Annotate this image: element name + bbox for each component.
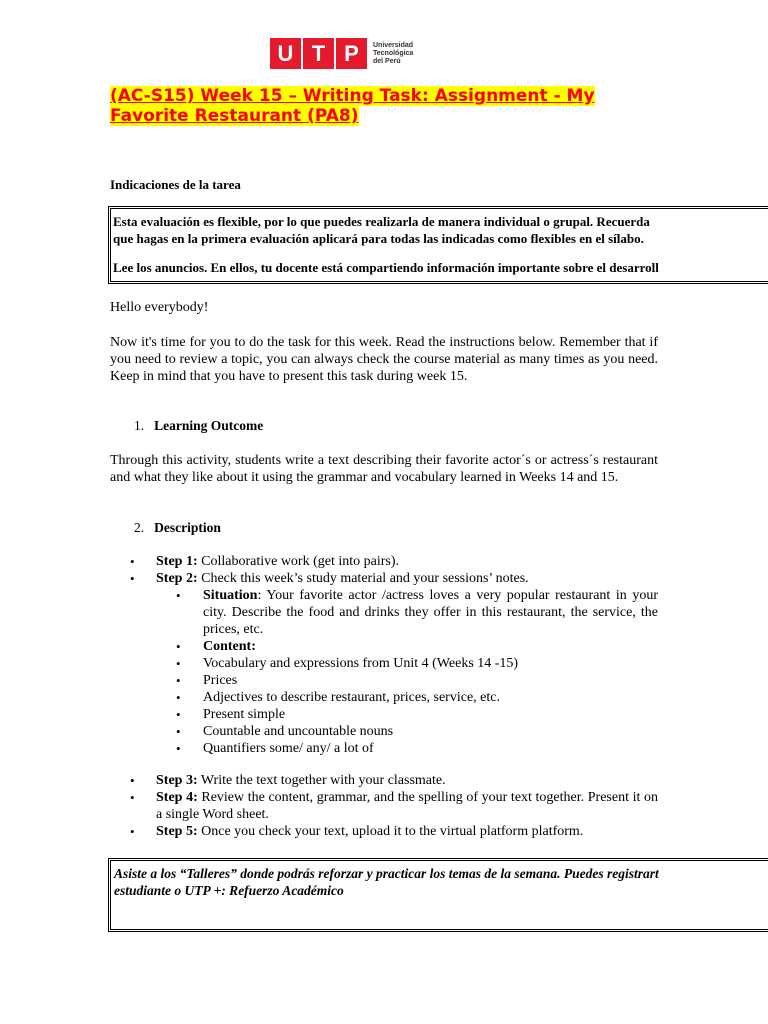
notice-line: que hagas en la primera evaluación aplicará para todas las indicadas como flexibles en el sílabo. <box>113 231 644 246</box>
section-number: 2. <box>134 520 145 535</box>
step-text: Check this week’s study material and your sessions’ notes. <box>197 571 529 586</box>
flexible-evaluation-notice <box>110 208 768 282</box>
list-item <box>110 638 658 655</box>
step-text: Once you check your text, upload it to the virtual platform platform. <box>197 824 584 839</box>
logo-text-line: Tecnológica <box>373 49 414 57</box>
step-label: Step 5: <box>156 824 198 839</box>
logo-text-line: Universidad <box>373 41 414 49</box>
section-number: 1. <box>134 418 145 433</box>
section-title: Learning Outcome <box>154 418 264 433</box>
list-item <box>110 587 658 638</box>
assignment-title-highlight <box>110 86 595 126</box>
list-item <box>110 789 658 823</box>
workshop-line: estudiante o UTP +: Refuerzo Académico <box>114 883 344 898</box>
workshop-line: Asiste a los “Talleres” donde podrás reforzar y practicar los temas de la semana. Puedes registrart <box>114 866 659 881</box>
step-label: Step 4: <box>156 790 198 805</box>
list-item <box>110 672 658 689</box>
steps-list <box>110 553 658 757</box>
logo-university-name <box>373 42 413 66</box>
sub-item-text: Vocabulary and expressions from Unit 4 (Weeks 14 -15) <box>203 656 519 671</box>
step-label: Step 1: <box>156 554 198 569</box>
logo-letter-p: P <box>336 38 367 69</box>
utp-logo <box>270 38 413 69</box>
step-label: Step 2: <box>156 571 198 586</box>
list-item <box>110 706 658 723</box>
workshop-notice <box>110 860 768 930</box>
step-label: Step 3: <box>156 773 198 788</box>
list-item <box>110 723 658 740</box>
step-text: Collaborative work (get into pairs). <box>197 554 400 569</box>
list-item <box>110 570 658 587</box>
notice-line: Lee los anuncios. En ellos, tu docente está compartiendo información importante sobre el desarroll <box>113 260 659 275</box>
notice-line: Esta evaluación es flexible, por lo que puedes realizarla de manera individual o grupal. Recuerda <box>113 214 650 229</box>
list-item <box>110 689 658 706</box>
list-item <box>110 772 658 789</box>
utp-logo-letters <box>270 38 369 69</box>
assignment-title <box>110 86 670 126</box>
outcome-paragraph: Through this activity, students write a text describing their favorite actor´s or actress´s restaurant and what they like about it using the grammar and vocabulary learned in Weeks 14 and 15. <box>110 453 658 485</box>
sub-item-text: Quantifiers some/ any/ a lot of <box>203 741 374 756</box>
list-item <box>110 655 658 672</box>
step-text: Write the text together with your classmate. <box>197 773 446 788</box>
sub-item-text: : Your favorite actor /actress loves a very popular restaurant in your city. Describe the food and drinks they offer in this restaurant, the service, the prices, etc. <box>203 588 658 637</box>
section-learning-outcome <box>134 418 263 434</box>
logo-letter-t: T <box>303 38 334 69</box>
greeting: Hello everybody! <box>110 300 209 315</box>
section-description <box>134 520 221 536</box>
logo-text-line: del Perú <box>373 57 401 65</box>
sub-item-text: Present simple <box>203 707 286 722</box>
sub-item-text: Prices <box>203 673 238 688</box>
step-text: Review the content, grammar, and the spelling of your text together. Present it on a single Word sheet. <box>156 790 658 822</box>
sub-item-label: Content: <box>203 639 256 654</box>
list-item <box>110 823 658 840</box>
sub-item-text: Adjectives to describe restaurant, prices, service, etc. <box>203 690 500 705</box>
sub-item-text: Countable and uncountable nouns <box>203 724 394 739</box>
logo-letter-u: U <box>270 38 301 69</box>
task-instructions-heading: Indicaciones de la tarea <box>110 177 241 192</box>
section-title: Description <box>154 520 221 535</box>
list-item <box>110 553 658 570</box>
assignment-title-text: (AC-S15) Week 15 – Writing Task: Assignment - My Favorite Restaurant (PA8) <box>110 86 595 126</box>
steps-list-continued <box>110 772 658 840</box>
intro-paragraph: Now it's time for you to do the task for this week. Read the instructions below. Remember that if you need to review a topic, you can always check the course material as many times as you need. Keep in mind that you have to present this task during week 15. <box>110 335 658 384</box>
sub-item-label: Situation <box>203 588 258 603</box>
list-item <box>110 740 658 757</box>
